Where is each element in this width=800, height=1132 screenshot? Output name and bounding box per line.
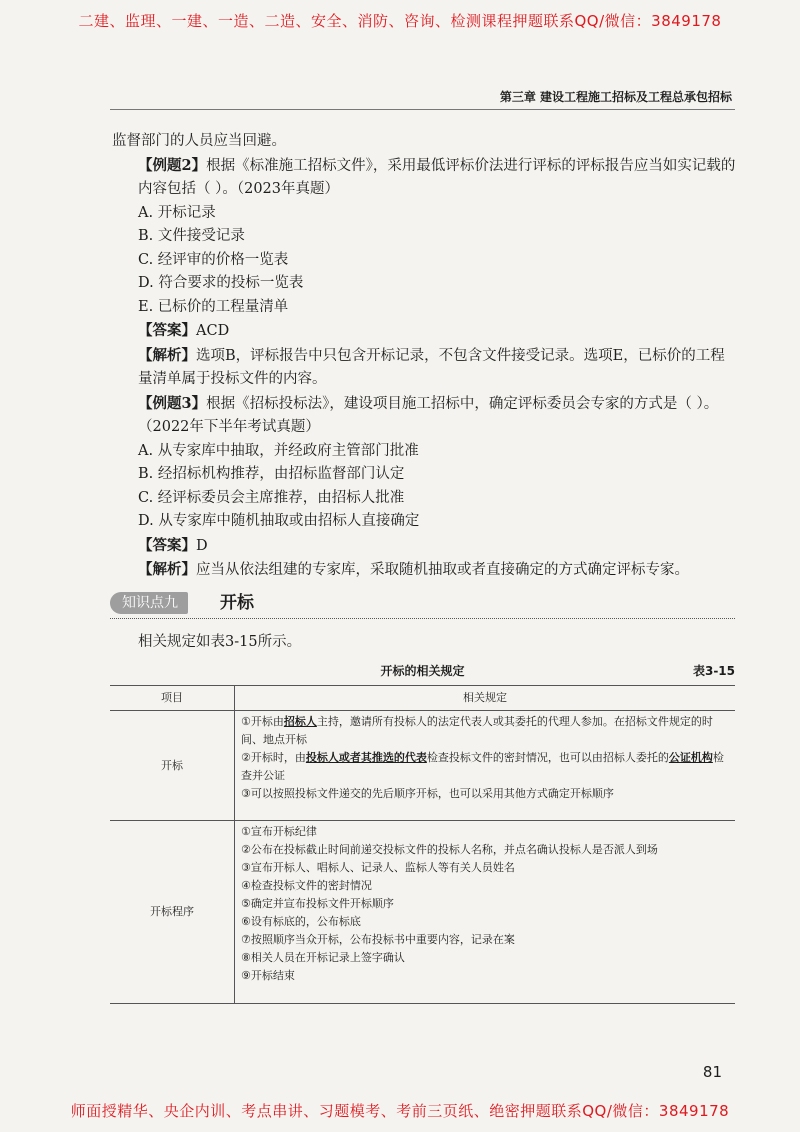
q2-option-b: B. 文件接受记录 [138, 228, 245, 244]
knowledge-point-badge: 知识点九 [110, 592, 188, 614]
lead-text: 监督部门的人员应当回避。 [112, 133, 286, 149]
top-banner: 二建、监理、一建、一造、二造、安全、消防、咨询、检测课程押题联系QQ/微信：3849178 [78, 12, 722, 30]
row-rules-procedure [235, 821, 736, 1004]
q2-option-a: A. 开标记录 [138, 204, 216, 221]
rule-2-c: 检查投标文件的密封情况，也可以由招标人委托的 [426, 751, 669, 764]
header-item: 项目 [110, 686, 235, 711]
rule-1 [241, 713, 729, 749]
step-4: ④检查投标文件的密封情况 [241, 879, 372, 892]
rule-1-c: 主持，邀请所有投标人的法定代表人或其委托的代理人参加。在招标文件规定的时间、地点开标 [241, 715, 713, 746]
rule-2 [241, 749, 729, 785]
regulations-table [110, 685, 735, 1004]
step-9: ⑨开标结束 [241, 969, 295, 982]
table-header-row [110, 686, 735, 711]
table-row [110, 821, 735, 1004]
question-3-tag: 【例题3】 [138, 394, 207, 412]
row-item-opening: 开标 [110, 711, 235, 821]
table-intro: 相关规定如表3-15所示。 [138, 634, 302, 650]
q2-answer-tag: 【答案】 [138, 322, 196, 339]
q3-analysis [112, 558, 737, 583]
body-text [112, 130, 737, 583]
q3-option-c: C. 经评标委员会主席推荐，由招标人批准 [138, 489, 405, 506]
q3-answer [112, 534, 737, 559]
q3-option-a: A. 从专家库中抽取，并经政府主管部门批准 [138, 442, 419, 459]
table-number: 表3-15 [692, 664, 735, 678]
rule-2-a: ②开标时，由 [241, 751, 306, 764]
question-2-tag: 【例题2】 [138, 156, 207, 174]
step-3: ③宣布开标人、唱标人、记录人、监标人等有关人员姓名 [241, 861, 515, 874]
rule-2-emphasis: 投标人或者其推选的代表 [305, 751, 427, 764]
question-3 [112, 392, 737, 440]
rule-2-e: 检查并公证 [241, 751, 724, 782]
q3-option-d: D. 从专家库中随机抽取或由招标人直接确定 [138, 513, 420, 529]
question-2 [112, 154, 737, 202]
rule-2-emphasis-2: 公证机构 [668, 751, 713, 764]
header-divider [110, 109, 735, 110]
rule-1-a: ①开标由 [241, 715, 284, 728]
q3-analysis-text: 应当从依法组建的专家库，采取随机抽取或者直接确定的方式确定评标专家。 [196, 562, 689, 578]
row-rules-opening [235, 711, 736, 821]
q2-analysis [112, 344, 737, 392]
q2-option-e: E. 已标价的工程量清单 [138, 298, 289, 315]
q2-answer-value: ACD [196, 323, 230, 339]
knowledge-point-title: 开标 [220, 593, 254, 613]
step-7: ⑦按照顺序当众开标，公布投标书中重要内容，记录在案 [241, 933, 515, 946]
bottom-banner: 师面授精华、央企内训、考点串讲、习题模考、考前三页纸、绝密押题联系QQ/微信：3849178 [70, 1102, 730, 1120]
q3-answer-value: D [196, 537, 208, 554]
question-3-text: 根据《招标投标法》，建设项目施工招标中，确定评标委员会专家的方式是（ ）。（2022年下半年考试真题） [138, 395, 719, 435]
q3-answer-tag: 【答案】 [138, 536, 196, 554]
table-caption: 开标的相关规定 [380, 664, 465, 678]
step-8: ⑧相关人员在开标记录上签字确认 [241, 951, 405, 964]
page-number: 81 [702, 1063, 722, 1081]
table-row [110, 711, 735, 821]
q3-option-b: B. 经招标机构推荐，由招标监督部门认定 [138, 466, 405, 482]
q2-answer [112, 319, 737, 344]
row-item-procedure: 开标程序 [110, 821, 235, 1004]
rule-1-emphasis: 招标人 [283, 715, 317, 728]
q2-analysis-tag: 【解析】 [138, 346, 196, 364]
step-1: ①宣布开标纪律 [241, 825, 317, 838]
q3-analysis-tag: 【解析】 [138, 561, 196, 578]
step-5: ⑤确定并宣布投标文件开标顺序 [241, 897, 394, 910]
chapter-header: 第三章 建设工程施工招标及工程总承包招标 [499, 90, 732, 104]
step-2: ②公布在投标截止时间前递交投标文件的投标人名称，并点名确认投标人是否派人到场 [241, 843, 658, 856]
q2-option-d: D. 符合要求的投标一览表 [138, 275, 304, 291]
knowledge-point-divider [110, 618, 735, 619]
question-2-text: 根据《标准施工招标文件》，采用最低评标价法进行评标的评标报告应当如实记载的内容包括（ ）。（2023年真题） [138, 157, 736, 197]
q2-analysis-text: 选项B，评标报告中只包含开标记录，不包含文件接受记录。选项E，已标价的工程量清单属于投标文件的内容。 [138, 347, 725, 387]
step-6: ⑥设有标底的，公布标底 [241, 915, 361, 928]
knowledge-point-header [110, 590, 735, 616]
q2-option-c: C. 经评审的价格一览表 [138, 251, 289, 268]
rule-3: ③可以按照投标文件递交的先后顺序开标，也可以采用其他方式确定开标顺序 [241, 787, 614, 800]
header-rules: 相关规定 [235, 686, 736, 711]
